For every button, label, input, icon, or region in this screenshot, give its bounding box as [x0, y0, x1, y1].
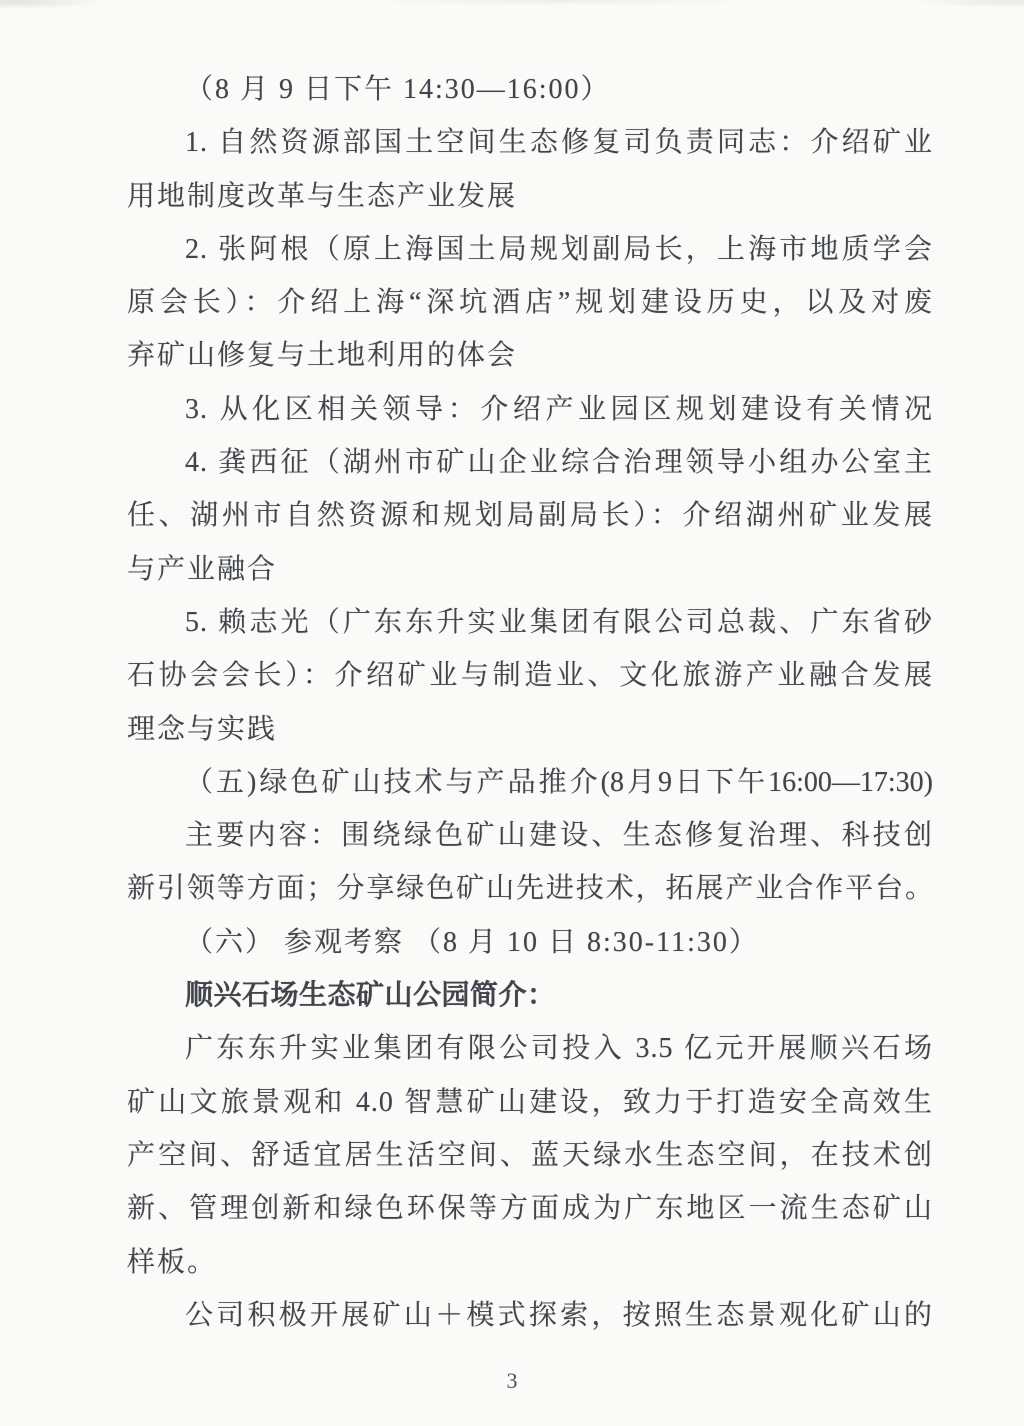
text-line-3: 用地制度改革与生态产业发展 [127, 180, 518, 212]
text-line-2: 1. 自然资源部国土空间生态修复司负责同志：介绍矿业 [185, 127, 933, 159]
text-line-12: 石协会会长）：介绍矿业与制造业、文化旅游产业融合发展 [127, 660, 933, 692]
text-line-17: （六） 参观考察 （8 月 10 日 8:30-11:30） [185, 926, 759, 958]
text-line-14: （五)绿色矿山技术与产品推介(8月9日下午16:00—17:30) [185, 766, 933, 798]
text-line-7: 3. 从化区相关领导：介绍产业园区规划建设有关情况 [185, 393, 933, 425]
page-number: 3 [506, 1368, 518, 1393]
text-line-20: 矿山文旅景观和 4.0 智慧矿山建设，致力于打造安全高效生 [127, 1086, 933, 1118]
text-line-19: 广东东升实业集团有限公司投入 3.5 亿元开展顺兴石场 [185, 1033, 933, 1065]
text-line-11: 5. 赖志光（广东东升实业集团有限公司总裁、广东省砂 [185, 606, 933, 638]
text-line-15: 主要内容：围绕绿色矿山建设、生态修复治理、科技创 [185, 820, 933, 852]
text-line-1: （8 月 9 日下午 14:30—16:00） [185, 74, 611, 105]
text-line-18: 顺兴石场生态矿山公园简介： [185, 980, 556, 1012]
text-line-23: 样板。 [127, 1246, 218, 1278]
text-line-6: 弃矿山修复与土地利用的体会 [127, 340, 518, 372]
text-line-21: 产空间、舒适宜居生活空间、蓝天绿水生态空间，在技术创 [127, 1139, 933, 1171]
text-line-4: 2. 张阿根（原上海国土局规划副局长，上海市地质学会 [185, 233, 933, 265]
text-line-22: 新、管理创新和绿色环保等方面成为广东地区一流生态矿山 [127, 1193, 933, 1225]
text-line-5: 原会长）：介绍上海“深坑酒店”规划建设历史，以及对废 [127, 287, 933, 319]
text-line-9: 任、湖州市自然资源和规划局副局长）：介绍湖州矿业发展 [127, 500, 933, 532]
document-page-body [127, 63, 933, 1342]
text-line-13: 理念与实践 [127, 713, 278, 745]
text-line-16: 新引领等方面；分享绿色矿山先进技术，拓展产业合作平台。 [127, 873, 933, 905]
scan-edge-artifact [0, 0, 1024, 14]
text-line-8: 4. 龚西征（湖州市矿山企业综合治理领导小组办公室主 [185, 447, 933, 479]
text-line-24: 公司积极开展矿山＋模式探索，按照生态景观化矿山的 [185, 1299, 933, 1331]
text-line-10: 与产业融合 [127, 553, 278, 585]
